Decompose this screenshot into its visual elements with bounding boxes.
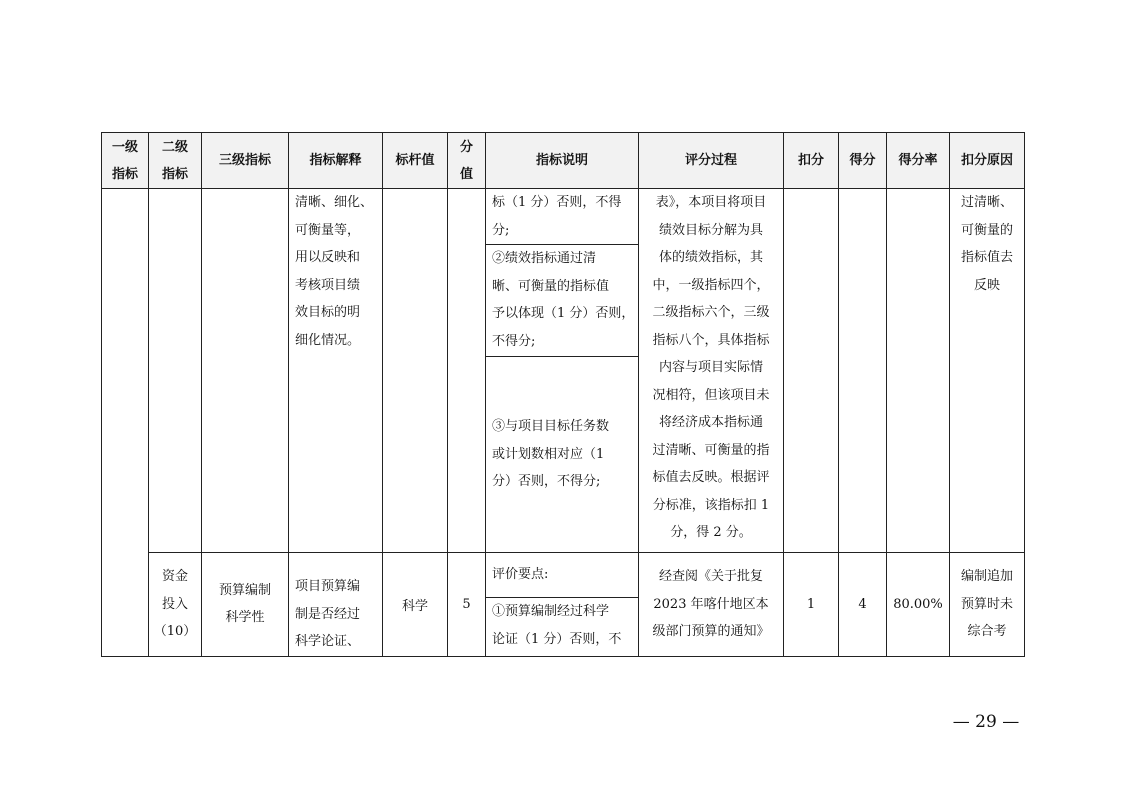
text-line: 效目标的明 <box>295 305 361 320</box>
level1-cell <box>102 189 149 657</box>
text-line: 二级指标六个，三级 <box>652 305 770 320</box>
rate-cell: 80.00% <box>887 553 950 657</box>
text-line: ③与项目目标任务数 <box>492 419 610 435</box>
text-line: 制是否经过 <box>295 606 361 622</box>
text-line: 科学性 <box>225 610 265 626</box>
text-line: 表》，本项目将项目 <box>655 195 767 210</box>
description-cell <box>486 553 639 657</box>
header-level1: 一级指标 <box>102 133 149 189</box>
text-line: 评价要点: <box>492 567 549 583</box>
header-row <box>102 133 1025 189</box>
deduct-cell: 1 <box>784 553 839 657</box>
text-line: 中，一级指标四个， <box>652 277 770 293</box>
text-line: 分; <box>492 222 510 238</box>
text-line: 况相符，但该项目未 <box>652 387 770 403</box>
text-line: 可衡量的 <box>960 222 1013 238</box>
text-line: 科学论证、 <box>295 634 361 649</box>
text-line: （10） <box>153 624 197 639</box>
text-line: 晰、可衡量的指标值 <box>492 278 610 294</box>
text-line: 级部门预算的通知》 <box>652 624 770 639</box>
process-cell <box>639 189 784 553</box>
text-line: 投入 <box>161 596 188 612</box>
text-line: 分）否则，不得分; <box>492 474 601 490</box>
text-line: 细化情况。 <box>295 332 361 348</box>
level2-cell <box>149 189 202 553</box>
benchmark-cell <box>383 189 448 553</box>
text-line: 预算时未 <box>960 596 1013 612</box>
score-value-cell <box>448 189 486 553</box>
text-line: 资金 <box>161 569 188 584</box>
header-explanation: 指标解释 <box>289 133 383 189</box>
header-level2: 二级指标 <box>149 133 202 189</box>
header-reason: 扣分原因 <box>950 133 1025 189</box>
header-deduct: 扣分 <box>784 133 839 189</box>
process-cell <box>639 553 784 657</box>
text-line: ②绩效指标通过清 <box>492 251 597 266</box>
text-line: 可衡量等， <box>295 222 361 238</box>
text-line: 予以体现（1 分）否则， <box>492 306 635 321</box>
score-cell: 4 <box>839 553 887 657</box>
text-line: 将经济成本指标通 <box>658 415 763 430</box>
explanation-cell <box>289 189 383 553</box>
text-line: 反映 <box>973 277 1000 293</box>
benchmark-cell: 科学 <box>383 553 448 657</box>
text-line: 考核项目绩 <box>295 277 361 293</box>
page-number: — 29 — <box>952 712 1020 732</box>
evaluation-table <box>101 132 1025 657</box>
text-line: 指标八个，具体指标 <box>652 332 770 348</box>
text-line: ①预算编制经过科学 <box>492 604 610 619</box>
level3-cell <box>202 189 289 553</box>
header-description: 指标说明 <box>486 133 639 189</box>
deduct-cell <box>784 189 839 553</box>
header-level3: 三级指标 <box>202 133 289 189</box>
text-line: 标值去反映。根据评 <box>652 470 770 485</box>
text-line: 分标准，该指标扣 1 <box>652 497 770 513</box>
rate-cell <box>887 189 950 553</box>
score-value-cell: 5 <box>448 553 486 657</box>
text-line: 综合考 <box>967 624 1007 639</box>
text-line: 过清晰、 <box>960 195 1013 210</box>
level3-cell <box>202 553 289 657</box>
level2-cell <box>149 553 202 657</box>
text-line: 绩效目标分解为具 <box>658 222 763 238</box>
text-line: 体的绩效指标，其 <box>658 250 763 265</box>
header-score: 得分 <box>839 133 887 189</box>
text-line: 分，得 2 分。 <box>670 525 752 540</box>
header-process: 评分过程 <box>639 133 784 189</box>
header-rate: 得分率 <box>887 133 950 189</box>
text-line: 用以反映和 <box>295 250 361 265</box>
text-line: 编制追加 <box>960 569 1013 584</box>
header-benchmark: 标杆值 <box>383 133 448 189</box>
text-line: 预算编制 <box>218 582 271 598</box>
description-cell <box>486 189 639 553</box>
text-line: 项目预算编 <box>295 579 361 594</box>
text-line: 论证（1 分）否则，不 <box>492 631 622 647</box>
table-row <box>102 189 1025 553</box>
explanation-cell <box>289 553 383 657</box>
text-line: 2023 年喀什地区本 <box>653 596 769 612</box>
text-line: 经查阅《关于批复 <box>658 569 763 584</box>
reason-cell <box>950 189 1025 553</box>
text-line: 清晰、细化、 <box>295 195 374 210</box>
score-cell <box>839 189 887 553</box>
text-line: 或计划数相对应（1 <box>492 446 605 462</box>
reason-cell <box>950 553 1025 657</box>
table-row <box>102 553 1025 657</box>
text-line: 内容与项目实际情 <box>658 360 763 375</box>
text-line: 过清晰、可衡量的指 <box>652 442 770 458</box>
text-line: 不得分; <box>492 333 536 349</box>
header-score-value: 分值 <box>448 133 486 189</box>
text-line: 指标值去 <box>960 250 1013 265</box>
text-line: 标（1 分）否则，不得 <box>492 195 622 210</box>
